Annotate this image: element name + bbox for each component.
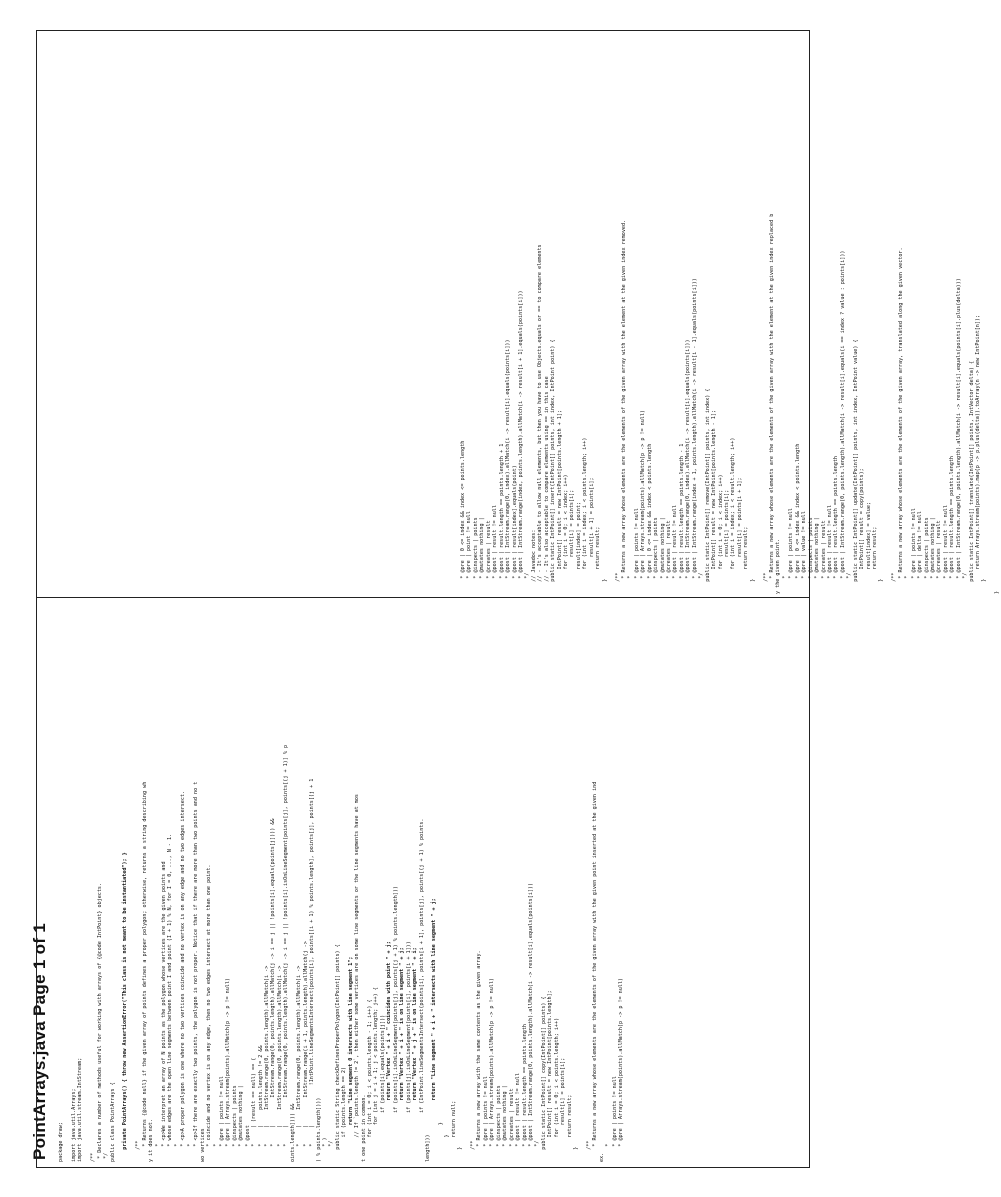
code-line: * @pre | Arrays.stream(points).allMatch(p -> p != null) xyxy=(225,977,232,1162)
code-line: ) % points.length]))) xyxy=(315,1097,322,1162)
code-line: } xyxy=(444,1134,451,1162)
code-line: * @post | result != null xyxy=(672,505,679,594)
code-line: for (int i = 0; i < points.length; i++) xyxy=(553,1017,560,1162)
code-line: // - It's also acceptable to compare elements using == in this case xyxy=(543,376,550,594)
code-line: y the given point. xyxy=(775,538,782,594)
code-line: * Returns a new array whose elements are the elements of the given array with the element at the given index replaced b xyxy=(769,213,775,594)
code-line: * @mutates nothing | xyxy=(929,517,936,594)
code-line: } xyxy=(457,1146,464,1162)
code-line: * Returns {@code null} if the given array of points defines a proper polygon; otherwise, returns a string describing wh xyxy=(141,781,148,1162)
code-line: * @post | result != null xyxy=(826,505,833,594)
code-line: * | (result == null) == ( xyxy=(251,1057,258,1162)
code-line: * Declares a number of methods useful for working with arrays of {@code IntPoint} objects. xyxy=(96,882,103,1162)
code-line: public static IntPoint[] insert(IntPoint[] points, int index, IntPoint point) { xyxy=(550,339,557,594)
code-line: result[i] = points[i]; xyxy=(569,489,576,594)
code-line: result[i] = points[i]; xyxy=(560,1057,567,1162)
code-line: return "Vertex " + i + " coincides with point " + j; xyxy=(386,941,393,1162)
code-line: * @creates | result xyxy=(936,520,943,594)
code-line: } xyxy=(749,578,756,594)
code-line: * @post | result.length == points.length xyxy=(949,455,956,594)
code-line: import java.util.stream.IntStream; xyxy=(77,1057,84,1162)
code-line: * @post | IntStream.range(index + 1, points.length).allMatch(i -> result[i - 1].equals(points[i])) xyxy=(691,278,698,594)
code-line: import java.util.Arrays; xyxy=(70,1088,77,1162)
code-line: oints.length]))) && xyxy=(289,1103,296,1162)
code-line: * @pre | delta != null xyxy=(917,511,924,594)
code-line: } xyxy=(981,578,988,594)
code-line: * | IntStream.range(0, points.length).allMatch(i -> xyxy=(264,965,270,1162)
code-line: // Javadoc notes: xyxy=(530,529,537,594)
code-line: * @pre | points != null xyxy=(788,508,795,594)
code-line: result[index] = value; xyxy=(865,501,872,594)
code-line: for (int i = index; i < points.length; i++) xyxy=(582,437,589,594)
code-line: */ xyxy=(328,1140,335,1162)
code-line: public class PointArrays { xyxy=(109,1082,116,1162)
code-line: return result; xyxy=(743,526,750,594)
code-line: * @post | IntStream.range(0, points.length).allMatch(i -> result[i].equals(points[i].plus(delta))) xyxy=(955,278,962,594)
code-line: * @creates | result xyxy=(820,520,827,594)
code-line: * @post | IntStream.range(0, points.length).allMatch(i -> result[i].equals(points[i])) xyxy=(527,882,534,1162)
code-line: */ xyxy=(698,572,705,594)
code-line: /** xyxy=(891,572,898,594)
code-line: * <p>If there are exactly two points, the polygon is not proper. Notice that if there are more than two points and no t xyxy=(193,781,200,1162)
code-line: for (int i = index; i < result.length; i++) xyxy=(730,437,737,594)
code-line: if (points[i].equals(points[j])) xyxy=(379,1014,386,1162)
code-line: * @post | IntStream.range(0, index).allMatch(i -> result[i].equals(points[i])) xyxy=(685,339,692,594)
code-line: public static IntPoint[] copy(IntPoint[] points) { xyxy=(540,996,547,1162)
code-line: /** xyxy=(90,1152,97,1162)
code-line: public static String checkDefinesProperPolygon(IntPoint[] points) { xyxy=(334,944,341,1162)
code-line: * @creates | result xyxy=(508,1088,515,1162)
code-line: * Returns a new array whose elements are the elements of the given array with the element at the given index removed. xyxy=(620,219,627,594)
code-line: * <p>A proper polygon is one where no two vertices coincide and no vertex is on any edge and no two edges intersect. xyxy=(180,790,187,1162)
code-line: * @pre | points != null xyxy=(611,1076,618,1162)
code-line: * whose edges are the open line segments between point I and point (I + 1) % N, for I = 0, ..., N - 1. xyxy=(167,833,174,1162)
code-column-first xyxy=(58,632,625,1162)
code-line: * @post xyxy=(244,1125,251,1162)
code-line: * @inspects | points xyxy=(923,517,930,594)
code-line: result[i] = points[i]; xyxy=(723,489,730,594)
code-line: private PointArrays() { throw new AssertionError("This class is not meant to be instantiated"); } xyxy=(122,852,129,1162)
code-line: * Returns a new array with the same contents as the given array. xyxy=(476,950,483,1162)
column-divider xyxy=(37,597,809,598)
code-line: * @pre | 0 <= index && index < points.length xyxy=(794,443,801,594)
code-line: /** xyxy=(585,1140,592,1162)
code-line: for (int i = 0; i < points.length - 1; i++) { xyxy=(367,999,373,1162)
code-line: length])) xyxy=(424,1134,431,1162)
code-line: * ) xyxy=(321,1137,328,1162)
code-line: * @inspects | points xyxy=(231,1085,238,1162)
code-line: if (points.length == 2) xyxy=(341,1066,348,1162)
code-line: * @pre | Arrays.stream(points).allMatch(p -> p != null) xyxy=(618,977,625,1162)
code-line: * xyxy=(904,575,911,594)
code-line: * @mutates nothing | xyxy=(479,517,486,594)
code-line: * @post | result[index].equals(point) xyxy=(511,465,518,594)
code-line: * @pre | points != null xyxy=(482,1076,489,1162)
page-title: PointArrays.java Page 1 of 1 xyxy=(30,922,49,1160)
code-line: IntPoint[] result = new IntPoint[points.length - 1]; xyxy=(711,409,718,594)
code-line: * @pre | value != null xyxy=(801,511,808,594)
code-line: IntPoint[] result = new IntPoint[points.length + 1]; xyxy=(556,409,563,594)
code-line: * @post | result.length == points.length xyxy=(521,1023,528,1162)
code-line: * xyxy=(186,1143,193,1162)
code-line: * @pre | points != null xyxy=(633,508,640,594)
code-line: if (IntPoint.lineSegmentsIntersect(points[i], points[i + 1], points[j], points[(j + 1) % points. xyxy=(418,818,425,1162)
code-line: * @post | result.length == points.length + 1 xyxy=(498,443,505,594)
code-line: * xyxy=(605,1143,612,1162)
code-line: * @pre | points != null xyxy=(218,1076,225,1162)
code-line: * @post | IntStream.range(0, points.length).allMatch(i -> result[i].equals(i == index ? value : points[i])) xyxy=(839,250,846,594)
code-line: return result; xyxy=(595,526,602,594)
code-line: * @pre | Arrays.stream(points).allMatch(p -> p != null) xyxy=(489,977,496,1162)
code-line: * xyxy=(627,575,634,594)
code-line: * @pre | Arrays.stream(points).allMatch(p -> p != null) xyxy=(640,409,647,594)
code-line: ex. xyxy=(598,1152,605,1162)
code-line: */ xyxy=(524,572,531,594)
code-line: * @pre | 0 <= index && index < points.length xyxy=(646,443,653,594)
code-line: /** xyxy=(762,572,769,594)
code-line: return result; xyxy=(872,526,878,594)
code-line: * | IntStream.range(i + 1, points.length).allMatch(j -> xyxy=(302,941,309,1162)
code-line: if (points[j].isOnLineSegment(points[i], points[i + 1])) xyxy=(405,941,412,1162)
code-line: return null; xyxy=(450,1100,457,1162)
code-line: * @mutates nothing | xyxy=(502,1085,509,1162)
code-line: * | IntStream.range(0, points.length).allMatch(i -> xyxy=(276,965,283,1162)
code-line: * @mutates nothing | xyxy=(659,517,666,594)
code-line: * xyxy=(154,1143,161,1162)
code-line: * xyxy=(781,575,788,594)
code-line: IntPoint[] result = new IntPoint[points.length]; xyxy=(547,990,554,1162)
code-line: t one point in common. xyxy=(360,1094,367,1162)
code-line: IntPoint[] result = copy(points); xyxy=(859,468,866,594)
code-line: * @pre | point != null xyxy=(466,511,473,594)
code-line: * | IntStream.range(0, points.length).allMatch(i -> xyxy=(296,965,303,1162)
code-line: public static IntPoint[] remove(IntPoint[] points, int index) { xyxy=(704,388,711,594)
code-line: */ xyxy=(534,1140,541,1162)
code-line: * coincide and no vertex is on any edge, then no two edges intersect at more than one point. xyxy=(206,864,213,1162)
code-line: * @post | result != null xyxy=(942,505,949,594)
code-line: return "Line segment 0 intersects with line segment 1"; xyxy=(347,956,354,1162)
code-line: for (int j = i + 1; j < points.length; j++) { xyxy=(373,987,380,1162)
code-line: * @creates | result xyxy=(666,520,672,594)
code-line: public static IntPoint[] update(IntPoint[] points, int index, IntPoint value) { xyxy=(852,339,859,594)
code-line: /** xyxy=(614,572,621,594)
code-line: if (points[i].isOnLineSegment(points[j], points[(j + 1) % points.length])) xyxy=(392,885,399,1162)
code-line: return "Vertex " + i + " is on line segment " + j; xyxy=(399,947,406,1162)
code-line: } xyxy=(437,1122,444,1162)
code-line: * @creates | result xyxy=(485,520,492,594)
code-line: */ xyxy=(103,1152,110,1162)
code-line: return result; xyxy=(566,1094,573,1162)
code-line: return "Vertex " + j + " is on line segment " + i; xyxy=(412,947,419,1162)
code-line: * | IntStream.range(0, points.length).allMatch(j -> i == j || !points[i].equals(points[j]))) && xyxy=(270,818,277,1162)
code-line: * @post | IntStream.range(index, points.length).allMatch(i -> result[i + 1].equals(points[i])) xyxy=(517,290,524,594)
code-line: return Arrays.stream(points).map(p -> p.plus(delta)).toArray(n -> new IntPoint[n]); xyxy=(975,314,981,594)
code-line: public static IntPoint[] translate(IntPoint[] points, IntVector delta) { xyxy=(968,360,975,594)
code-line: * @inspects | points xyxy=(472,517,479,594)
code-line: * Returns a new array whose elements are the elements of the given array with the given point inserted at the given ind xyxy=(592,781,599,1162)
code-line: * | !IntPoint.lineSegmentsIntersect(points[i], points[(i + 1) % points.length], points[j], points[(j + 1 xyxy=(309,778,316,1162)
code-line: * @mutates nothing | xyxy=(238,1085,245,1162)
code-line: // If `points.length != 2`, then either some vertices are on some line segments or the line segments have at mos xyxy=(354,793,361,1162)
code-line: result[i] = points[i + 1]; xyxy=(736,477,743,594)
code-line: for (int i = 0; i < index; i++) xyxy=(563,474,569,594)
code-line: y it does not. xyxy=(148,1119,155,1162)
code-line: } xyxy=(573,1146,579,1162)
code-column-second xyxy=(460,64,1001,594)
code-line: wo vertices xyxy=(199,1128,206,1162)
code-line: * @post | result != null xyxy=(515,1073,522,1162)
code-line: * Returns a new array whose elements are the elements of the given array, translated along the given vector. xyxy=(897,247,904,594)
code-line: * @post | result.length == points.length - 1 xyxy=(678,443,685,594)
code-line: result[i + 1] = points[i]; xyxy=(588,477,595,594)
code-line: */ xyxy=(962,572,969,594)
code-line: * <p>We interpret an array of N points as the polygon whose vertices are the given points and xyxy=(161,861,167,1162)
code-line: // - It's acceptable to allow null elements, but then you have to use Objects.equals or == to compare elements xyxy=(537,244,544,594)
code-line: * @pre | points != null xyxy=(910,508,917,594)
code-line: * @inspects | points xyxy=(495,1085,502,1162)
code-line: * xyxy=(212,1143,219,1162)
code-line: for (int i = 0; i < index; i++) xyxy=(717,474,724,594)
code-line: package draw; xyxy=(58,1122,64,1162)
code-line: * @inspects | points xyxy=(653,517,660,594)
code-line: * @mutates nothing | xyxy=(814,517,821,594)
code-line: * @pre | 0 <= index && index <= points.length xyxy=(460,440,466,594)
code-line: /** xyxy=(135,1140,142,1162)
code-line: } xyxy=(994,590,1001,594)
code-line: * @post | IntStream.range(0, index).allMatch(i -> result[i].equals(points[i])) xyxy=(505,339,512,594)
code-line: return "Line segment " + i + " intersects with line segment " + j; xyxy=(431,898,438,1162)
code-line: result[index] = point; xyxy=(575,501,582,594)
code-line: * @post | result.length == points.length xyxy=(833,455,840,594)
code-line: * @post | result != null xyxy=(492,505,499,594)
code-line: * | IntStream.range(0, points.length).allMatch(j -> i == j || !points[i].isOnLineSegment(points[j], points[(j + 1)] % p xyxy=(283,744,290,1162)
code-line: } xyxy=(878,578,885,594)
code-line: * xyxy=(173,1143,180,1162)
code-line: /** xyxy=(470,1140,476,1162)
code-line: */ xyxy=(846,572,853,594)
code-line: * @inspects | points xyxy=(807,517,814,594)
code-line: * | points.length != 2 && xyxy=(257,1045,264,1162)
code-line: } xyxy=(601,578,608,594)
